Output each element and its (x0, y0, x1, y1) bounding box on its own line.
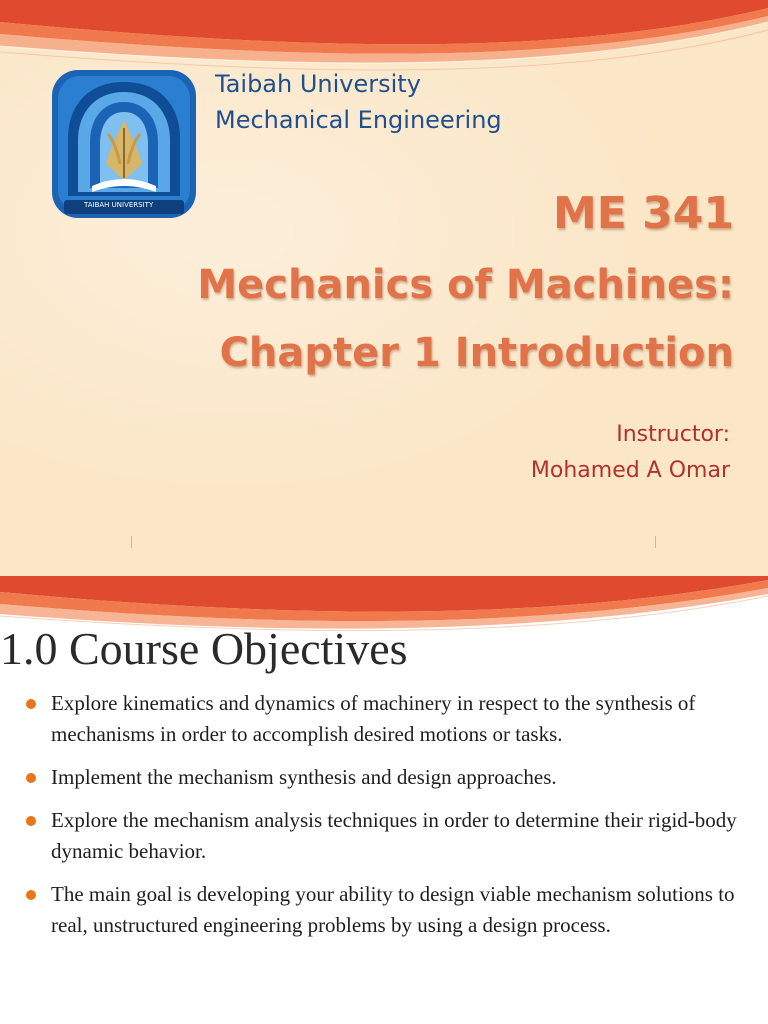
bullet-icon (26, 699, 36, 709)
logo-caption: TAIBAH UNIVERSITY (84, 201, 154, 209)
objectives-slide (0, 576, 768, 1024)
objective-text: Explore kinematics and dynamics of machinery in respect to the synthesis of mechanisms in order to accomplish desired motions or tasks. (51, 691, 696, 746)
objectives-list (24, 688, 754, 953)
course-code: ME 341 (552, 188, 734, 239)
taibah-university-logo (50, 68, 198, 220)
instructor-name: Mohamed A Omar (530, 458, 730, 483)
bullet-icon (26, 773, 36, 783)
department-name: Mechanical Engineering (215, 106, 502, 134)
objective-item (24, 879, 754, 941)
bullet-icon (26, 816, 36, 826)
objective-text: The main goal is developing your ability to design viable mechanism solutions to real, unstructured engineering problems by using a design process. (51, 882, 735, 937)
slide-tick-mark (131, 536, 132, 548)
objective-item (24, 762, 754, 793)
objective-text: Implement the mechanism synthesis and design approaches. (51, 765, 557, 789)
bullet-icon (26, 890, 36, 900)
section-title: 1.0 Course Objectives (0, 623, 408, 674)
slide-tick-mark (655, 536, 656, 548)
objective-item (24, 805, 754, 867)
chapter-title: Chapter 1 Introduction (219, 330, 734, 376)
objective-item (24, 688, 754, 750)
university-name: Taibah University (215, 70, 421, 98)
instructor-label: Instructor: (616, 422, 730, 447)
course-title: Mechanics of Machines: (197, 262, 734, 308)
objective-text: Explore the mechanism analysis techniques in order to determine their rigid-body dynamic behavior. (51, 808, 737, 863)
